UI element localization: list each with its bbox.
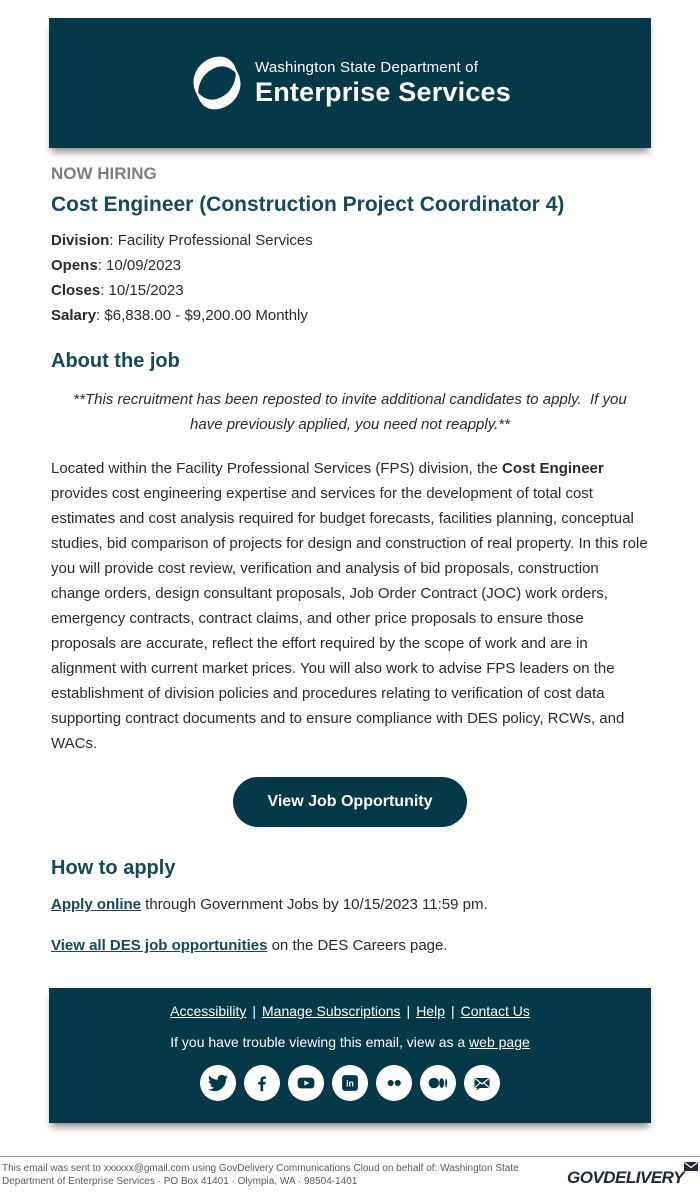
help-link[interactable]: Help	[416, 1003, 445, 1019]
link-separator: |	[406, 1003, 411, 1019]
enterprise-services-swirl-icon	[189, 54, 245, 112]
how-to-apply-heading: How to apply	[51, 857, 176, 879]
now-hiring-label: NOW HIRING	[51, 164, 157, 183]
web-page-link[interactable]: web page	[469, 1034, 530, 1050]
job-details	[51, 228, 649, 328]
job-title: Cost Engineer (Construction Project Coordinator 4)	[51, 193, 565, 216]
email-content	[49, 164, 651, 956]
detail-division: Division: Facility Professional Services	[51, 232, 313, 249]
view-all-jobs-line: View all DES job opportunities on the DES Careers page.	[51, 937, 448, 954]
manage-subscriptions-link[interactable]: Manage Subscriptions	[262, 1003, 401, 1019]
agency-name-bottom: Enterprise Services	[255, 76, 511, 107]
cta-row	[51, 777, 649, 827]
detail-salary: Salary: $6,838.00 - $9,200.00 Monthly	[51, 307, 308, 324]
about-heading: About the job	[51, 350, 180, 372]
govdelivery-logo: GOVDELIVERY	[567, 1168, 698, 1188]
email-footer	[49, 988, 651, 1123]
detail-closes: Closes: 10/15/2023	[51, 282, 184, 299]
apply-online-line: Apply online through Government Jobs by 10/15/2023 11:59 pm.	[51, 896, 488, 913]
apply-online-link[interactable]: Apply online	[51, 896, 141, 913]
email-body	[49, 18, 651, 1123]
linkedin-icon[interactable]	[332, 1065, 368, 1101]
medium-icon[interactable]	[420, 1065, 456, 1101]
delivery-disclaimer: This email was sent to xxxxxx@gmail.com using GovDelivery Communications Cloud on behalf of: Washington State Department of Enterprise Services · PO Box 41401 · Olympia, WA · 98504-1401	[2, 1163, 519, 1187]
legal-strip	[0, 1157, 700, 1188]
view-all-des-jobs-link[interactable]: View all DES job opportunities	[51, 937, 268, 954]
agency-logo	[189, 54, 511, 112]
twitter-icon[interactable]	[200, 1065, 236, 1101]
link-separator: |	[252, 1003, 257, 1019]
youtube-icon[interactable]	[288, 1065, 324, 1101]
flickr-icon[interactable]	[376, 1065, 412, 1101]
detail-opens: Opens: 10/09/2023	[51, 257, 182, 274]
footer-links	[59, 1003, 641, 1019]
email-envelope-icon[interactable]	[464, 1065, 500, 1101]
svg-text:in: in	[346, 1078, 354, 1089]
facebook-icon[interactable]	[244, 1065, 280, 1101]
trouble-viewing-line: If you have trouble viewing this email, view as a web page	[170, 1034, 530, 1050]
repost-notice: **This recruitment has been reposted to invite additional candidates to apply. If you have previously applied, you need not reapply.**	[73, 391, 631, 433]
agency-name-top: Washington State Department of	[255, 58, 479, 76]
link-separator: |	[450, 1003, 455, 1019]
contact-us-link[interactable]: Contact Us	[460, 1003, 530, 1019]
agency-logo-text	[255, 59, 511, 108]
accessibility-link[interactable]: Accessibility	[170, 1003, 247, 1019]
email-header	[49, 18, 651, 148]
job-description: Located within the Facility Professional Services (FPS) division, the Cost Engineer provides cost engineering expertise and services for the development of total cost estimates and cost analysis required for budget forecasts, facilities planning, conceptual studies, bid comparison of projects for design and construction of real property. In this role you will provide cost review, verification and analysis of bid proposals, construction change orders, design consultant proposals, Job Order Contract (JOC) work orders, emergency contracts, contract claims, and other price proposals to ensure those proposals are accurate, reflect the effort required by the scope of work and are in alignment with current market prices. You will also work to advise FPS leaders on the establishment of division policies and procedures relating to verification of cost data supporting contract documents and to ensure compliance with DES policy, RCWs, and WACs.	[51, 460, 648, 752]
govdelivery-envelope-icon	[684, 1161, 698, 1172]
view-job-opportunity-button[interactable]: View Job Opportunity	[233, 777, 466, 827]
social-icons-row	[59, 1065, 641, 1101]
